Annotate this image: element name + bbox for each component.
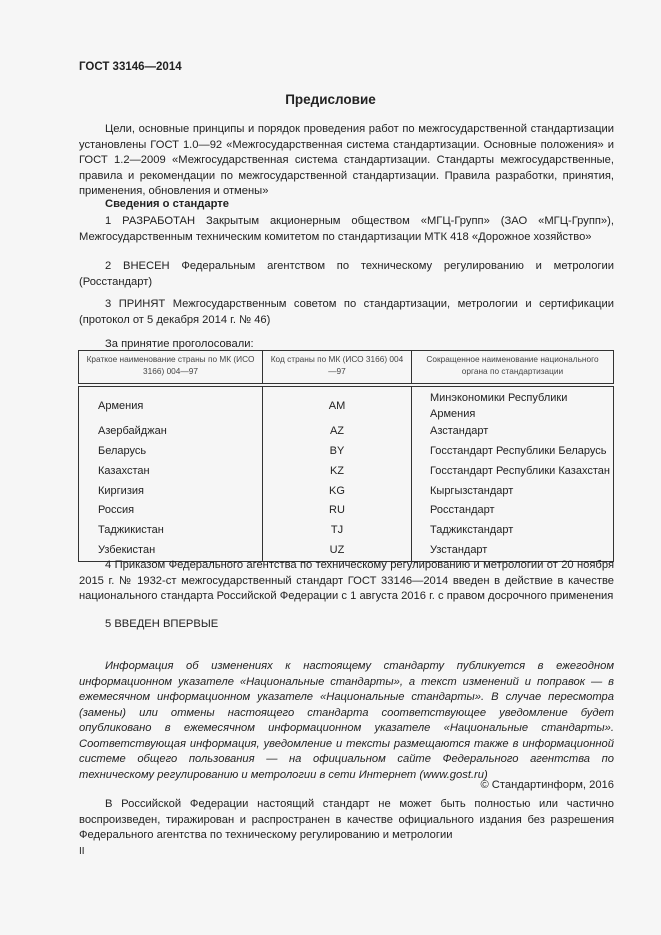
country-code: KZ — [263, 462, 412, 482]
country-name: Азербайджан — [79, 422, 263, 442]
item-1-text: 1 РАЗРАБОТАН Закрытым акционерным обществом «МГЦ-Групп» (ЗАО «МГЦ-Групп»), Межгосударственным техническим комитетом по стандартизации МТК 418 «Дорожное хозяйство» — [79, 215, 614, 243]
item-3 — [79, 297, 614, 328]
page-number: II — [79, 846, 85, 857]
national-body: Кыргызстандарт — [412, 481, 614, 501]
table-header-row — [79, 351, 614, 386]
country-code: BY — [263, 442, 412, 462]
item-1 — [79, 214, 614, 245]
item-3-text: 3 ПРИНЯТ Межгосударственным советом по стандартизации, метрологии и сертификации (протокол от 5 декабря 2014 г. № 46) — [79, 298, 614, 326]
country-code: KG — [263, 481, 412, 501]
country-name: Армения — [79, 385, 263, 422]
header-country-code: Код страны по МК (ИСО 3166) 004—97 — [263, 351, 412, 386]
table-row — [79, 462, 614, 482]
table-row — [79, 521, 614, 541]
table-row — [79, 481, 614, 501]
item-5: 5 ВВЕДЕН ВПЕРВЫЕ — [105, 618, 219, 630]
country-name: Казахстан — [79, 462, 263, 482]
foreword-title: Предисловие — [285, 92, 376, 107]
country-code: TJ — [263, 521, 412, 541]
national-body: Узстандарт — [412, 541, 614, 561]
country-name: Узбекистан — [79, 541, 263, 561]
table-row — [79, 385, 614, 422]
header-country-name: Краткое наименование страны по МК (ИСО 3166) 004—97 — [79, 351, 263, 386]
intro-text: Цели, основные принципы и порядок проведения работ по межгосударственной стандартизации установлены ГОСТ 1.0—92 «Межгосударственная система стандартизации. Основные положения» и ГОСТ 1.2—2009 «Межгосударственная система стандартизации. Стандарты межгосударственные, правила и рекомендации по межгосударственной стандартизации. Правила разработки, принятия, применения, обновления и отмены» — [79, 123, 614, 197]
country-code: UZ — [263, 541, 412, 561]
table-row — [79, 501, 614, 521]
table-row — [79, 422, 614, 442]
item-4 — [79, 558, 614, 605]
copyright: © Стандартинформ, 2016 — [480, 779, 614, 791]
national-body: Минэкономики Республики Армения — [412, 385, 614, 422]
country-name: Россия — [79, 501, 263, 521]
country-name: Таджикистан — [79, 521, 263, 541]
header-national-body: Сокращенное наименование национального органа по стандартизации — [412, 351, 614, 386]
info-heading: Сведения о стандарте — [105, 198, 229, 210]
vote-table — [78, 350, 614, 562]
national-body: Госстандарт Республики Казахстан — [412, 462, 614, 482]
country-code: RU — [263, 501, 412, 521]
national-body: Росстандарт — [412, 501, 614, 521]
country-code: AM — [263, 385, 412, 422]
rights-notice — [79, 797, 614, 844]
change-notice — [79, 659, 614, 783]
country-name: Киргизия — [79, 481, 263, 501]
rights-notice-text: В Российской Федерации настоящий стандарт не может быть полностью или частично воспроизведен, тиражирован и распространен в качестве официального издания без разрешения Федерального агентства по техническому регулированию и метрологии — [79, 798, 614, 841]
foreword-intro — [79, 122, 614, 200]
national-body: Азстандарт — [412, 422, 614, 442]
change-notice-text: Информация об изменениях к настоящему стандарту публикуется в ежегодном информационном указателе «Национальные стандарты», а текст изменений и поправок — в ежемесячном информационном указателе «Национальные стандарты». В случае пересмотра (замены) или отмены настоящего стандарта соответствующее уведомление будет опубликовано в ежемесячном информационном указателе «Национальные стандарты». Соответствующая информация, уведомление и тексты размещаются также в информационной системе общего пользования — на официальном сайте Федерального агентства по техническому регулированию и метрологии в сети Интернет (www.gost.ru) — [79, 660, 614, 781]
item-4-text: 4 Приказом Федерального агентства по техническому регулированию и метрологии от 20 ноября 2015 г. № 1932-ст межгосударственный стандарт ГОСТ 33146—2014 введен в действие в качестве национального стандарта Российской Федерации с 1 августа 2016 г. с правом досрочного применения — [79, 559, 614, 602]
table-row — [79, 442, 614, 462]
national-body: Таджикстандарт — [412, 521, 614, 541]
country-code: AZ — [263, 422, 412, 442]
national-body: Госстандарт Республики Беларусь — [412, 442, 614, 462]
item-2 — [79, 259, 614, 290]
document-code: ГОСТ 33146—2014 — [79, 61, 182, 73]
country-name: Беларусь — [79, 442, 263, 462]
item-2-text: 2 ВНЕСЕН Федеральным агентством по техническому регулированию и метрологии (Росстандарт) — [79, 260, 614, 288]
voted-label: За принятие проголосовали: — [105, 338, 254, 350]
